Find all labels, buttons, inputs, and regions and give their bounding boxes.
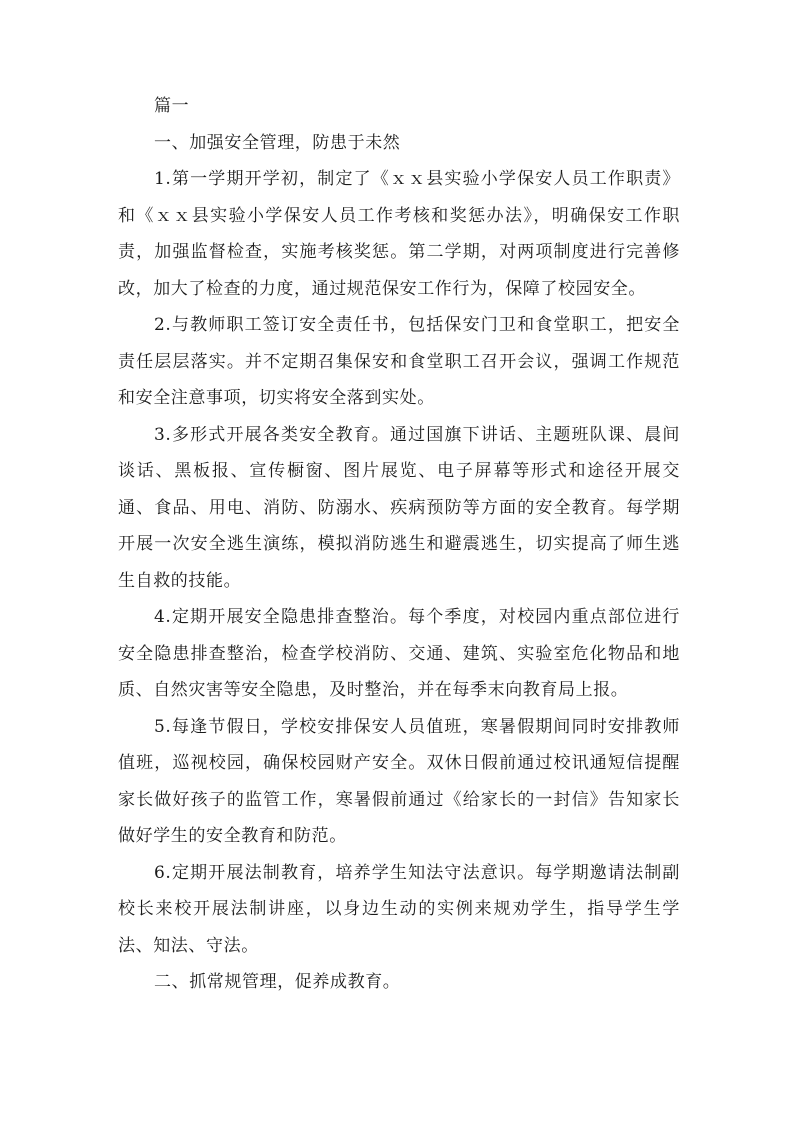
paragraph-2: 2.与教师职工签订安全责任书，包括保安门卫和食堂职工，把安全责任层层落实。并不定期召集保安和食堂职工召开会议，强调工作规范和安全注意事项，切实将安全落到实处。 bbox=[118, 315, 680, 408]
paragraph-1: 1.第一学期开学初，制定了《ｘｘ县实验小学保安人员工作职责》和《ｘｘ县实验小学保安人员工作考核和奖惩办法》，明确保安工作职责，加强监督检查，实施考核奖惩。第二学期，对两项制度进行完善修改，加大了检查的力度，通过规范保安工作行为，保障了校园安全。 bbox=[118, 169, 680, 299]
section-title: 篇一 bbox=[154, 96, 190, 116]
paragraph-4: 4.定期开展安全隐患排查整治。每个季度，对校园内重点部位进行安全隐患排查整治，检查学校消防、交通、建筑、实验室危化物品和地质、自然灾害等安全隐患，及时整治，并在每季末向教育局上报。 bbox=[118, 607, 680, 700]
document-page bbox=[118, 88, 680, 1001]
paragraph-5: 5.每逢节假日，学校安排保安人员值班，寒暑假期间同时安排教师值班，巡视校园，确保校园财产安全。双休日假前通过校讯通短信提醒家长做好孩子的监管工作，寒暑假前通过《给家长的一封信》告知家长做好学生的安全教育和防范。 bbox=[118, 716, 680, 846]
heading-safety-management: 一、加强安全管理，防患于未然 bbox=[154, 132, 401, 153]
heading-routine-management: 二、抓常规管理，促养成教育。 bbox=[154, 972, 401, 992]
paragraph-6: 6.定期开展法制教育，培养学生知法守法意识。每学期邀请法制副校长来校开展法制讲座，以身边生动的实例来规劝学生，指导学生学法、知法、守法。 bbox=[118, 862, 680, 956]
paragraph-3: 3.多形式开展各类安全教育。通过国旗下讲话、主题班队课、晨间谈话、黑板报、宣传橱窗、图片展览、电子屏幕等形式和途径开展交通、食品、用电、消防、防溺水、疾病预防等方面的安全教育。每学期开展一次安全逃生演练，模拟消防逃生和避震逃生，切实提高了师生逃生自救的技能。 bbox=[118, 424, 680, 591]
